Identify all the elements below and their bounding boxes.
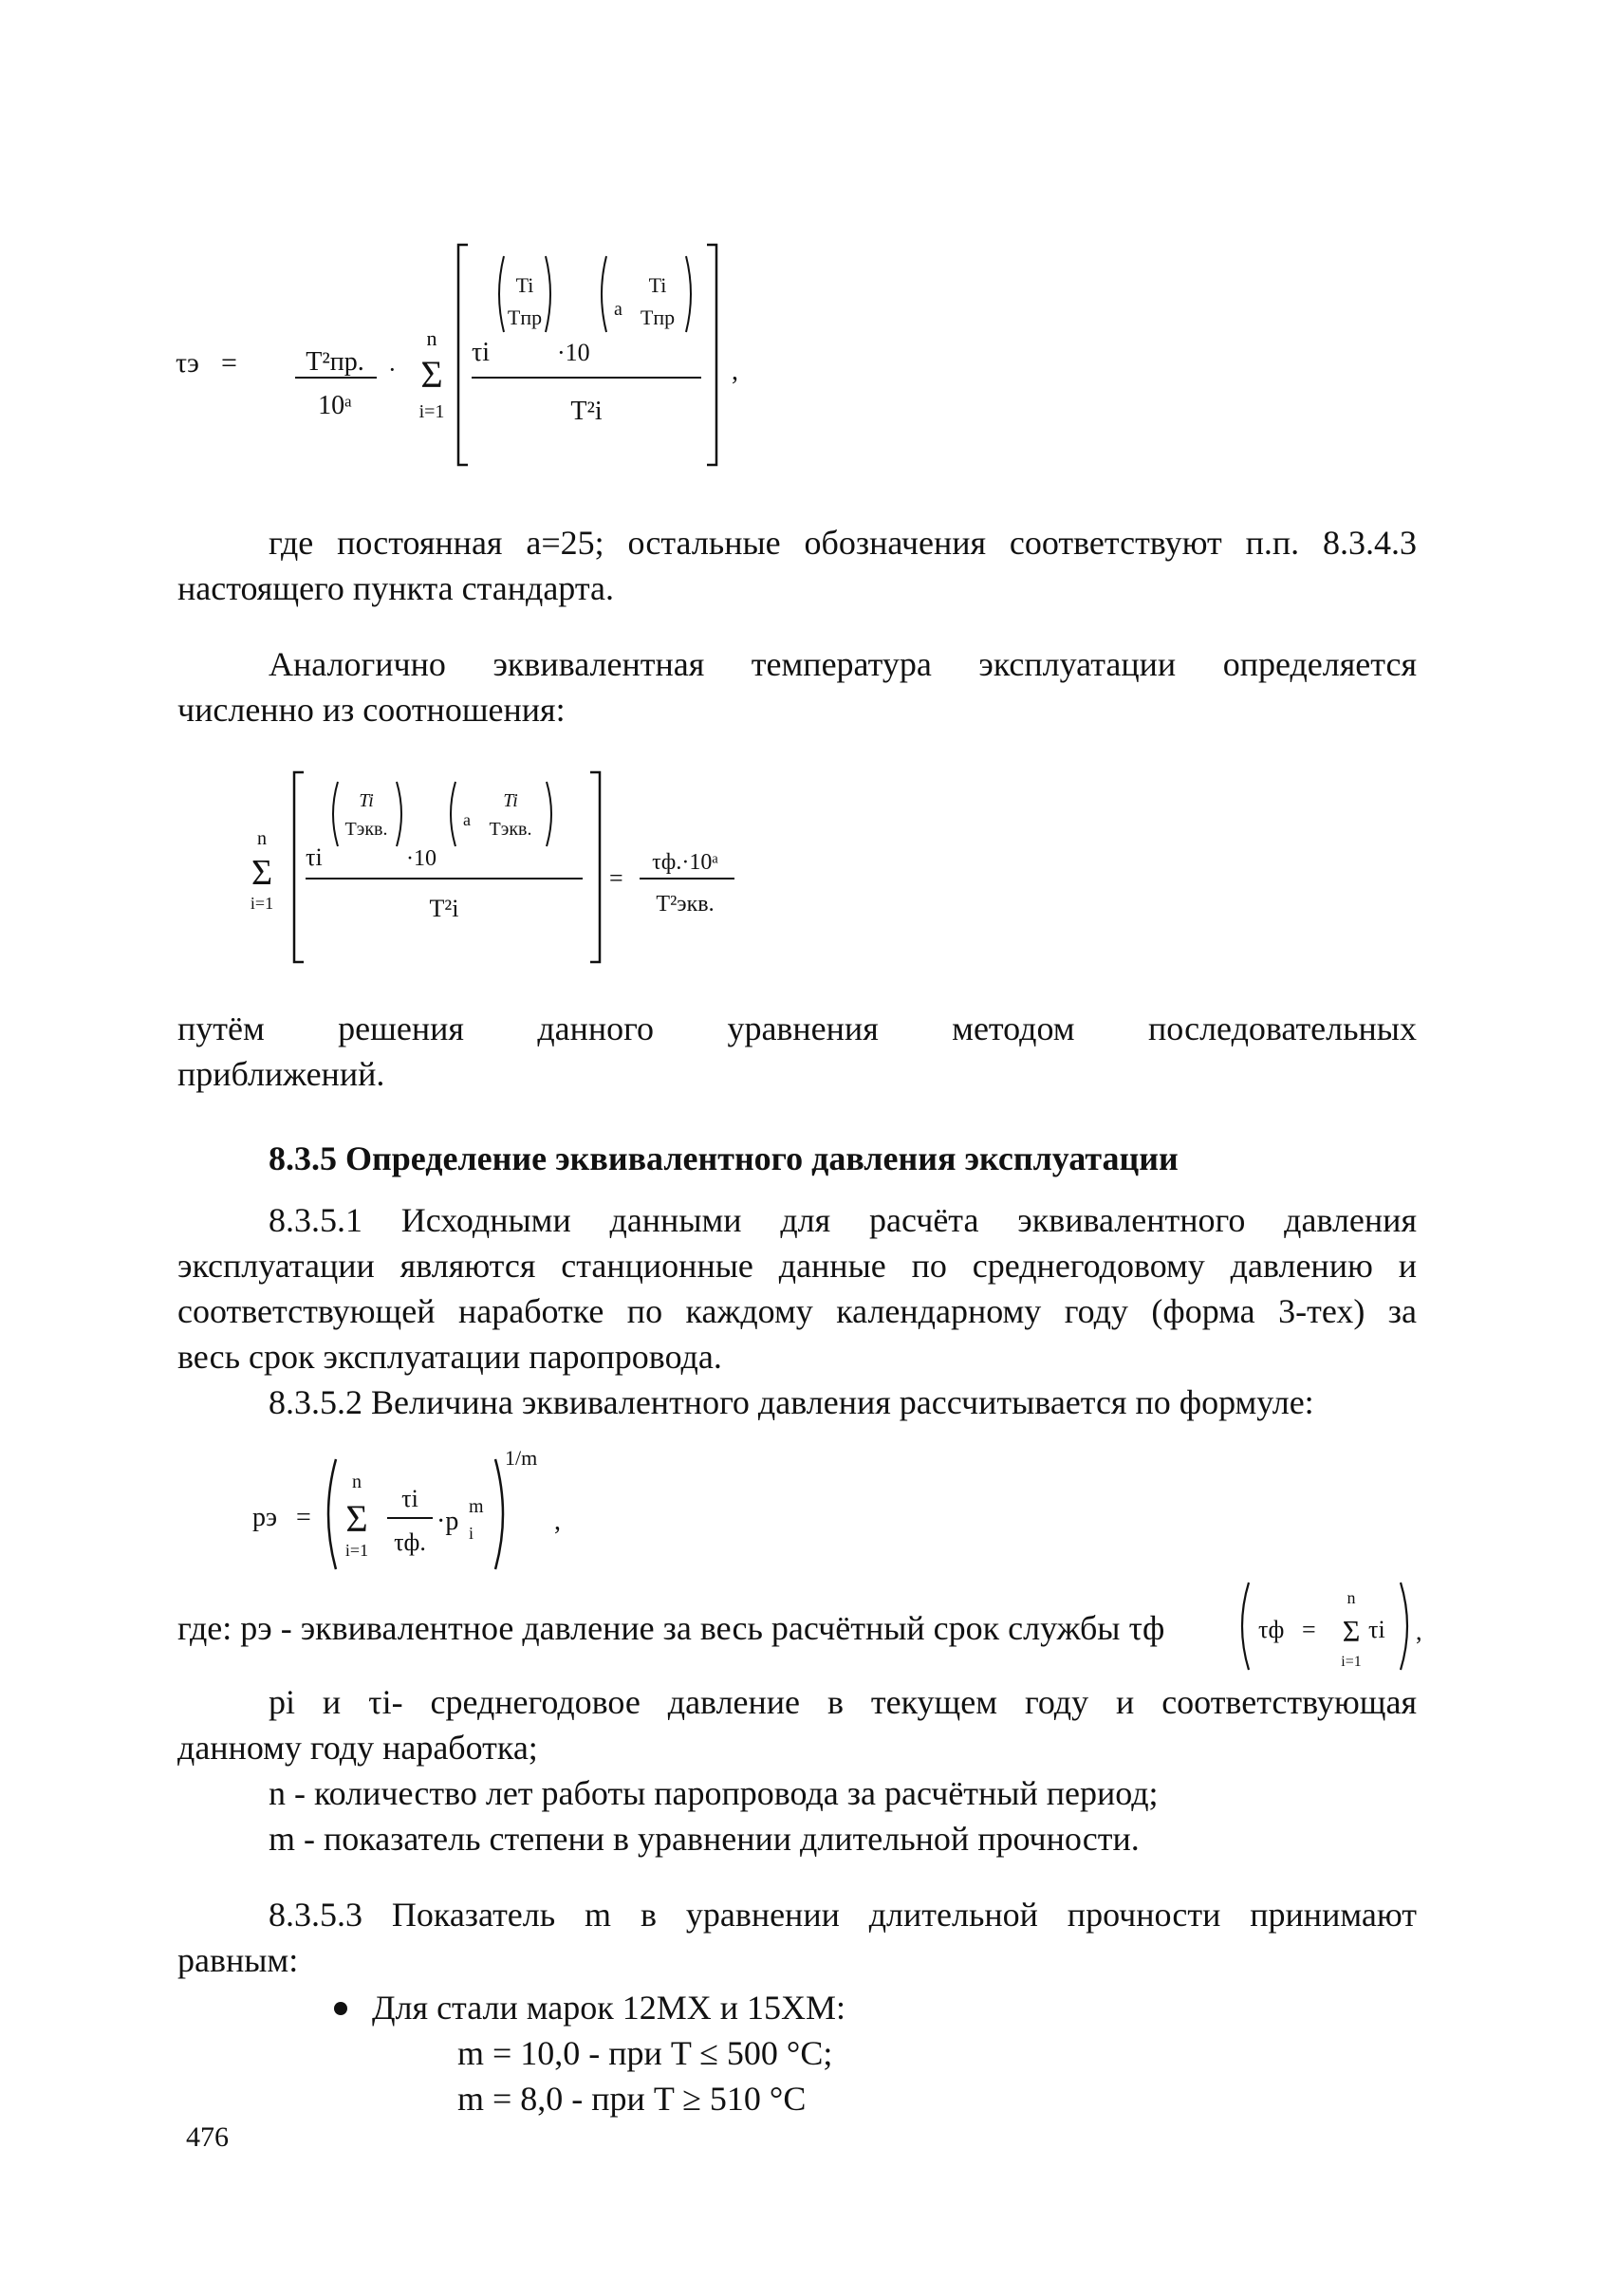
formula1-a: a [614, 299, 622, 320]
formula-equiv-pressure [249, 1440, 609, 1583]
formula1-inner-num: Ti [515, 273, 534, 297]
tau-f-tau: τi [1368, 1616, 1385, 1643]
formula1-ten: ·10 [557, 339, 590, 366]
definition-pi-taui: pi и τi- среднегодовое давление в текущем году и соответствующая [269, 1683, 1417, 1721]
where-pe-definition: где: pэ - эквивалентное давление за весь расчётный срок службы τф [177, 1609, 1165, 1647]
formula3-eq: = [296, 1503, 311, 1532]
formula1-sum-top: n [426, 326, 437, 350]
page-number: 476 [186, 2121, 229, 2153]
formula1-bottom: T²i [570, 397, 603, 426]
definition-m: m - показатель степени в уравнении длительной прочности. [269, 1820, 1140, 1858]
formula3-i: i [469, 1524, 474, 1543]
m-value-1: m = 10,0 - при T ≤ 500 °C; [457, 2034, 833, 2072]
paragraph-8-3-5-1-line2: эксплуатации являются станционные данные по среднегодовому давлению и [177, 1247, 1417, 1285]
paragraph-8-3-5-3: 8.3.5.3 Показатель m в уравнении длительной прочности принимают [269, 1896, 1417, 1934]
definition-pi-taui-cont: данному году наработка; [177, 1729, 538, 1767]
formula3-sum-bot: i=1 [344, 1541, 369, 1560]
tau-f-comma: , [1416, 1618, 1422, 1645]
sum-icon: Σ [420, 353, 443, 396]
sum-icon: Σ [1342, 1614, 1361, 1648]
paragraph-constant-a: где постоянная a=25; остальные обозначения соответствуют п.п. 8.3.4.3 [269, 524, 1417, 562]
formula3-sum-top: n [352, 1472, 362, 1492]
paragraph-8-3-5-1-line4: весь срок эксплуатации паропровода. [177, 1338, 722, 1376]
formula1-minus-den: Tпр [640, 306, 676, 329]
formula2-bottom: T²i [429, 895, 459, 922]
definition-n: n - количество лет работы паропровода за расчётный период; [269, 1774, 1159, 1812]
m-value-2: m = 8,0 - при T ≥ 510 °C [457, 2080, 807, 2118]
paragraph-iteration-cont: приближений. [177, 1055, 385, 1093]
formula1-den: 10ᵃ [318, 391, 352, 420]
formula1-sum-bot: i=1 [418, 401, 445, 422]
formula2-tau-i: τi [306, 843, 323, 871]
formula3-frac-num: τi [401, 1485, 418, 1512]
formula1-tau-i: τi [472, 338, 491, 367]
formula1-comma: , [732, 357, 738, 386]
bullet-steel-grades: Для стали марок 12МХ и 15ХМ: [372, 1989, 846, 2027]
paragraph-8-3-5-3-cont: равным: [177, 1941, 299, 1979]
bullet-icon [334, 2002, 347, 2015]
formula2-rhs-den: T²экв. [656, 892, 715, 917]
formula2-minus-den: Tэкв. [489, 819, 532, 840]
formula2-inner-num: Ti [359, 790, 374, 811]
formula3-comma: , [554, 1507, 561, 1536]
sum-icon: Σ [251, 853, 273, 893]
paragraph-8-3-5-1-line3: соответствующей наработке по каждому календарному году (форма 3-тех) за [177, 1292, 1417, 1330]
formula-equiv-temp [249, 767, 761, 975]
paragraph-constant-a-cont: настоящего пункта стандарта. [177, 569, 614, 607]
paragraph-8-3-5-1-line1: 8.3.5.1 Исходными данными для расчёта эквивалентного давления [269, 1201, 1417, 1239]
paragraph-analog: Аналогично эквивалентная температура эксплуатации определяется [269, 645, 1417, 683]
formula1-inner-den: Tпр [507, 306, 543, 329]
sum-icon: Σ [345, 1497, 368, 1540]
formula2-minus-num: Ti [503, 790, 518, 811]
formula2-eq: = [609, 864, 623, 892]
formula1-minus-num: Ti [648, 273, 667, 297]
formula3-frac-den: τф. [394, 1528, 426, 1556]
formula1-lhs: τэ [176, 347, 199, 379]
tau-f-eq: = [1302, 1616, 1316, 1643]
formula2-ten: ·10 [406, 846, 437, 871]
formula3-exp: 1/m [505, 1446, 538, 1470]
formula2-a: a [463, 810, 471, 829]
tau-f-lhs: τф [1258, 1616, 1285, 1643]
formula1-num: T²пр. [306, 347, 364, 377]
formula-tau-f-sum [1230, 1575, 1429, 1679]
formula3-p: ·p [437, 1507, 459, 1536]
tau-f-top: n [1347, 1588, 1356, 1607]
formula1-eq: = [221, 347, 237, 379]
formula-tau-e [166, 237, 754, 474]
svg-text:·: · [388, 356, 397, 383]
paragraph-iteration: путём решения данного уравнения методом последовательных [177, 1009, 1417, 1047]
section-heading: 8.3.5 Определение эквивалентного давления эксплуатации [269, 1139, 1179, 1177]
formula2-sum-top: n [257, 828, 267, 849]
formula2-sum-bot: i=1 [250, 894, 274, 913]
formula3-m: m [469, 1496, 484, 1517]
formula2-inner-den: Tэкв. [344, 819, 388, 840]
paragraph-analog-cont: численно из соотношения: [177, 691, 566, 729]
formula3-lhs: pэ [252, 1503, 278, 1532]
formula2-rhs-num: τф.·10ᵃ [652, 850, 718, 875]
tau-f-bot: i=1 [1341, 1654, 1362, 1670]
paragraph-8-3-5-2: 8.3.5.2 Величина эквивалентного давления рассчитывается по формуле: [269, 1383, 1314, 1421]
